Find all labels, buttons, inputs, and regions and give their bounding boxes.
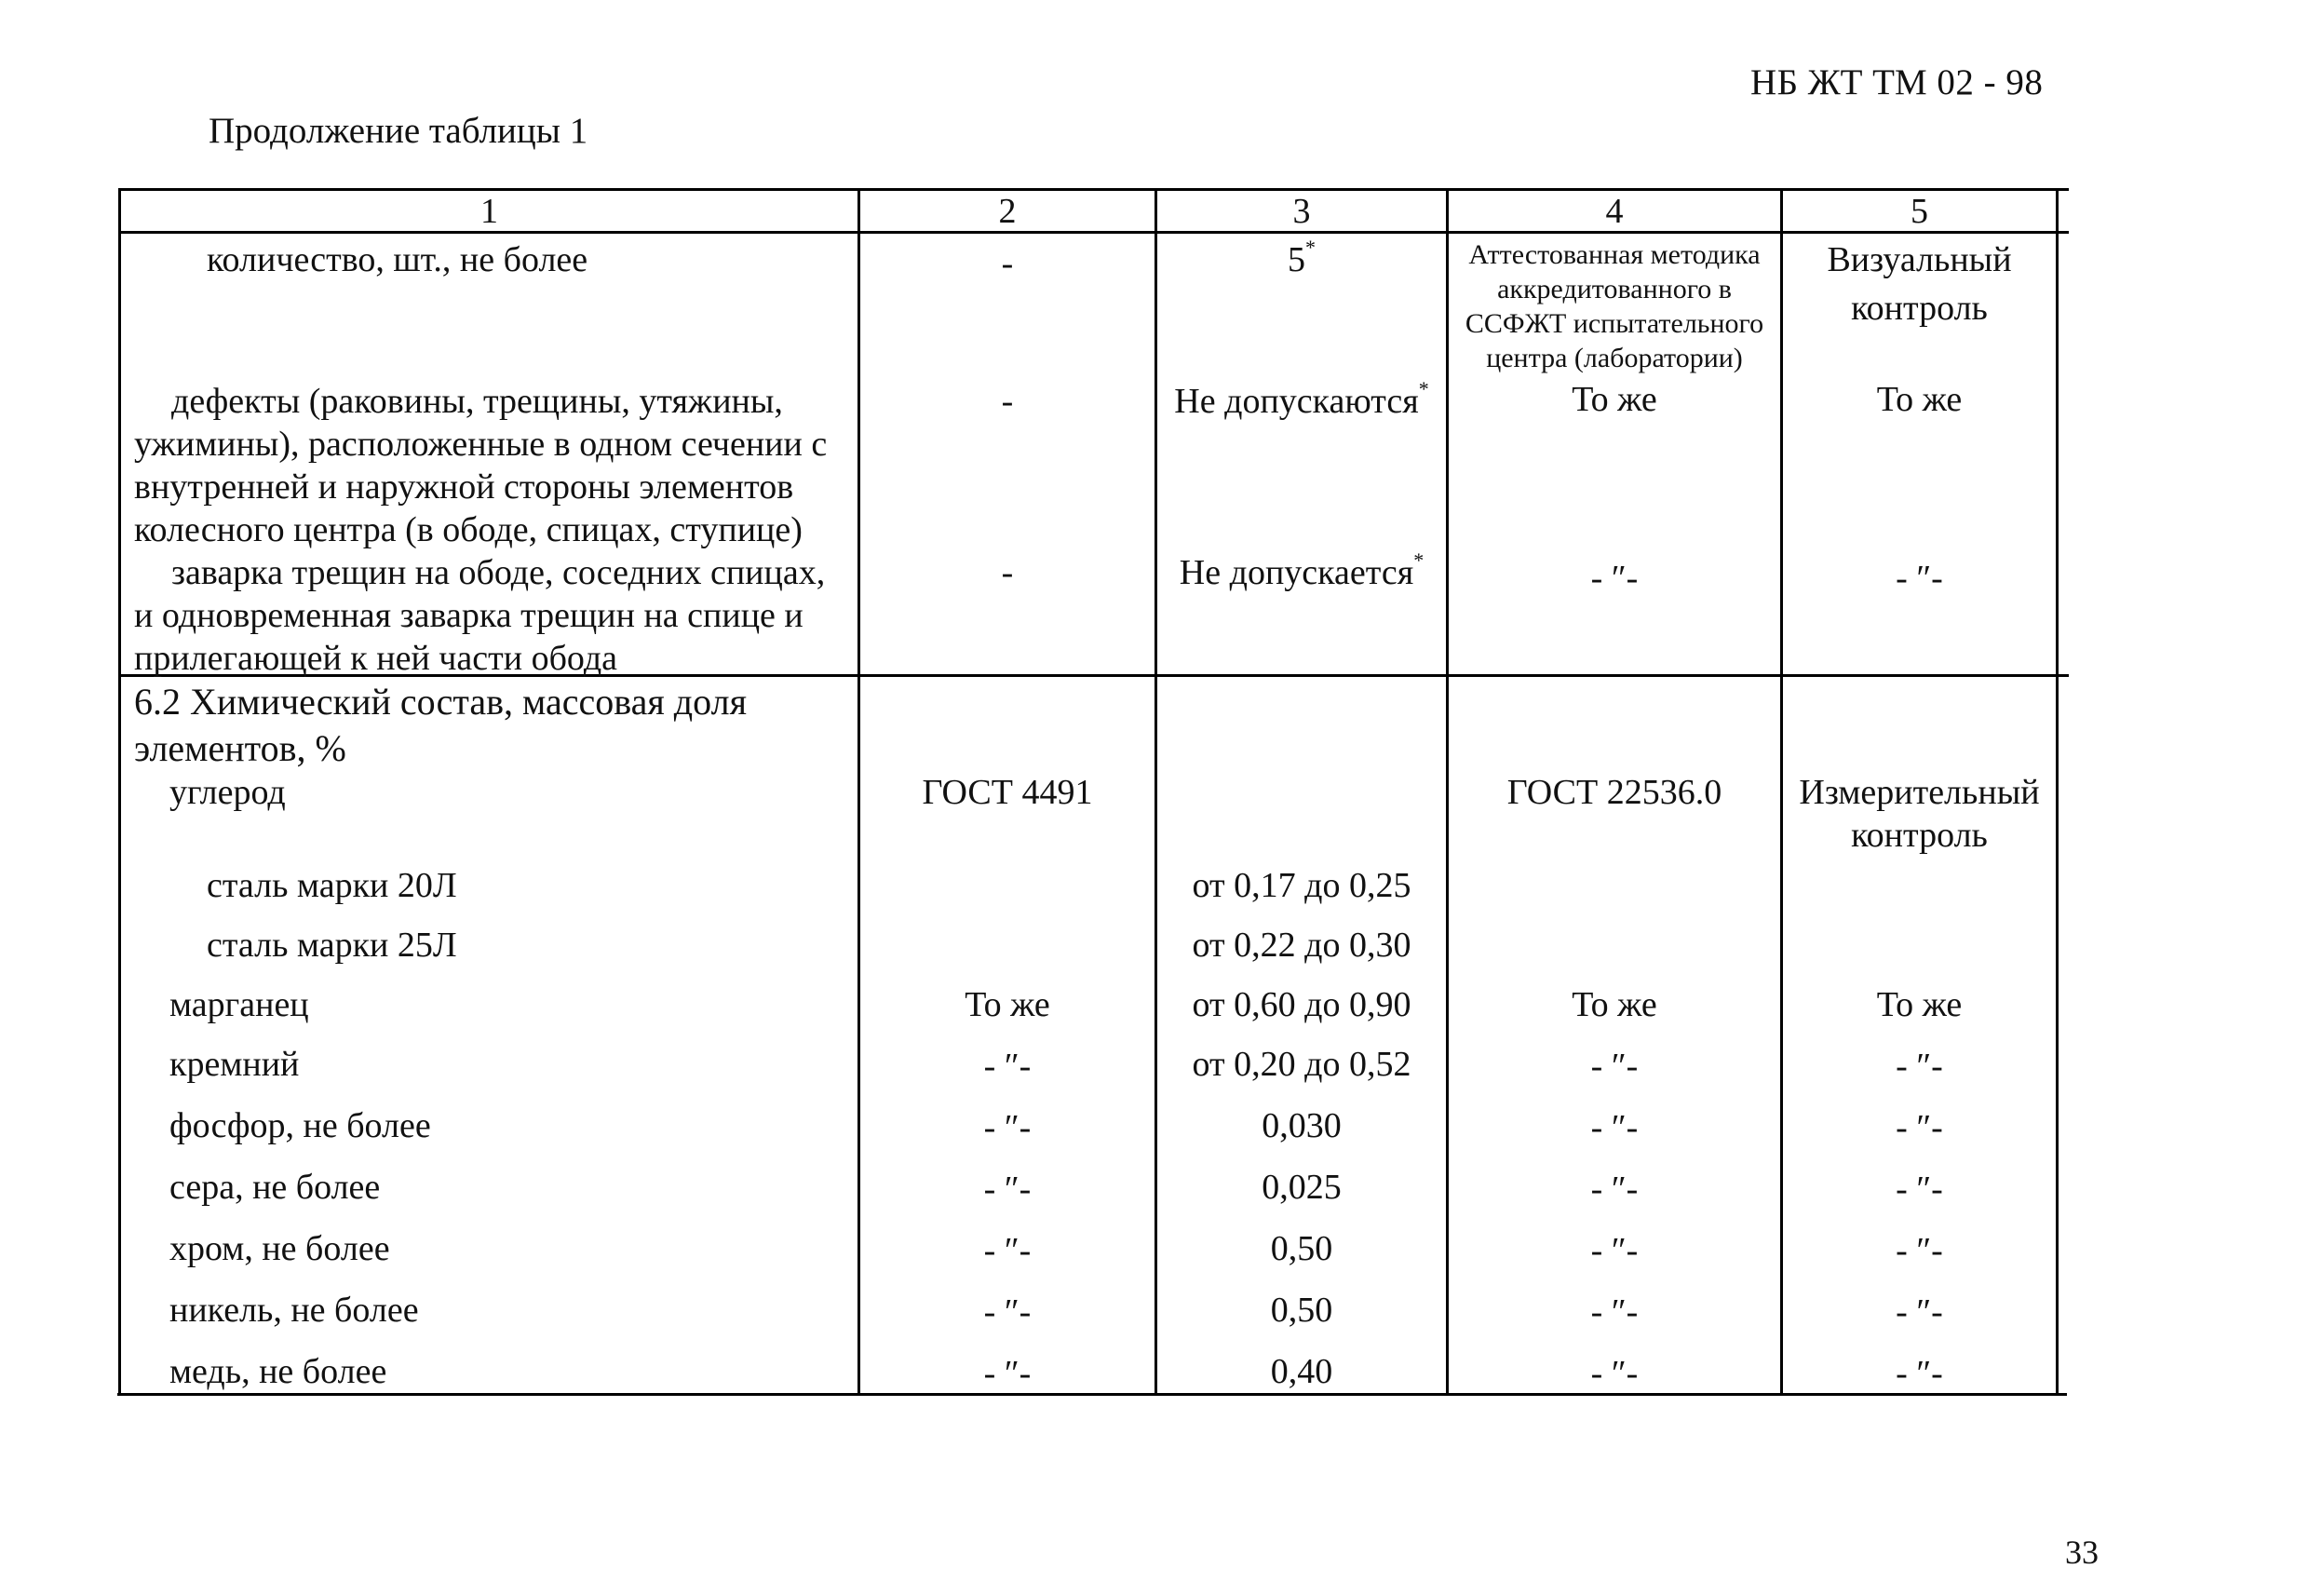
col-border-0 [118, 188, 121, 1396]
welding-line: заварка трещин на ободе, соседних спицах, [171, 553, 826, 592]
row-quantity-col2: - [1001, 244, 1014, 283]
row-carbon-label: углерод [169, 773, 286, 812]
footnote-mark: * [1305, 236, 1316, 260]
method-line: центра (лаборатории) [1486, 343, 1743, 373]
footnote-mark: * [1418, 377, 1429, 401]
row-carbon-col5 [1783, 771, 2056, 857]
row-defects-col5: То же [1876, 380, 1963, 419]
element-standard: - ″- [983, 1354, 1032, 1393]
element-method: - ″- [1590, 1292, 1639, 1332]
element-name: хром, не более [169, 1229, 390, 1268]
element-name: никель, не более [169, 1291, 419, 1330]
control-line: контроль [1851, 816, 1988, 855]
element-name: фосфор, не более [169, 1106, 431, 1145]
element-standard: - ″- [983, 1170, 1032, 1209]
column-header-4: 4 [1605, 192, 1624, 231]
element-standard: То же [965, 985, 1050, 1024]
element-value: 0,030 [1262, 1106, 1342, 1145]
column-header-5: 5 [1911, 192, 1928, 231]
col-border-5 [2056, 188, 2059, 1396]
column-header-2: 2 [998, 192, 1017, 231]
element-name: медь, не более [169, 1352, 387, 1391]
method-line: ССФЖТ испытательного [1465, 308, 1764, 339]
col-border-2 [1154, 188, 1157, 1396]
defects-line: ужимины), расположенные в одном сечении с [134, 425, 828, 464]
element-value: 0,50 [1270, 1291, 1333, 1330]
element-control: То же [1876, 985, 1963, 1024]
element-method: - ″- [1590, 1047, 1639, 1086]
row-steel25-col3: от 0,22 до 0,30 [1192, 926, 1411, 965]
element-value: 0,40 [1270, 1352, 1333, 1391]
element-method: - ″- [1590, 1108, 1639, 1147]
row-steel20-label: сталь марки 20Л [207, 866, 457, 905]
defects-line: дефекты (раковины, трещины, утяжины, [171, 382, 783, 421]
row-welding-col5: - ″- [1896, 559, 1943, 598]
method-line: аккредитованного в [1497, 274, 1732, 304]
section-title-line: 6.2 Химический состав, массовая доля [134, 681, 747, 723]
row-defects-label [134, 380, 827, 551]
section-title-line: элементов, % [134, 727, 346, 769]
row-quantity-method [1449, 237, 1780, 375]
element-name: марганец [169, 985, 309, 1024]
row-welding-col4: - ″- [1590, 559, 1639, 598]
column-header-1: 1 [480, 192, 498, 231]
table-top-border [119, 188, 2069, 191]
row-steel25-label: сталь марки 25Л [207, 926, 457, 965]
element-control: - ″- [1896, 1354, 1943, 1393]
element-method: То же [1572, 985, 1657, 1024]
element-name: кремний [169, 1045, 300, 1084]
control-line: Визуальный [1827, 240, 2012, 279]
row-welding-col3 [1157, 548, 1446, 594]
row-welding-value: Не допускается [1179, 553, 1414, 592]
footnote-mark: * [1413, 548, 1425, 573]
method-line: Аттестованная методика [1468, 239, 1761, 270]
element-standard: - ″- [983, 1108, 1032, 1147]
element-control: - ″- [1896, 1292, 1943, 1332]
element-value: от 0,60 до 0,90 [1192, 985, 1411, 1024]
element-value: от 0,20 до 0,52 [1192, 1045, 1411, 1084]
element-control: - ″- [1896, 1047, 1943, 1086]
column-header-3: 3 [1292, 192, 1311, 231]
row-quantity-label: количество, шт., не более [207, 240, 588, 279]
element-control: - ″- [1896, 1170, 1943, 1209]
element-method: - ″- [1590, 1354, 1639, 1393]
row-defects-value: Не допускаются [1174, 382, 1419, 421]
welding-line: прилегающей к ней части обода [134, 639, 618, 678]
control-line: контроль [1851, 289, 1988, 328]
element-name: сера, не более [169, 1168, 381, 1207]
element-value: 0,50 [1270, 1229, 1333, 1268]
chemical-section-title [134, 679, 747, 772]
defects-line: колесного центра (в ободе, спицах, ступице) [134, 510, 803, 549]
element-control: - ″- [1896, 1231, 1943, 1270]
row-defects-col3 [1157, 377, 1446, 423]
document-code: НБ ЖТ ТМ 02 - 98 [1750, 62, 2044, 102]
control-line: Измерительный [1799, 773, 2040, 812]
row-defects-col2: - [1001, 382, 1014, 421]
table-continuation-title: Продолжение таблицы 1 [209, 111, 588, 151]
row-quantity-col3 [1157, 238, 1446, 281]
defects-line: внутренней и наружной стороны элементов [134, 467, 794, 507]
row-quantity-control [1783, 236, 2056, 332]
row-defects-col4: То же [1572, 380, 1657, 419]
element-value: 0,025 [1262, 1168, 1342, 1207]
element-standard: - ″- [983, 1292, 1032, 1332]
element-control: - ″- [1896, 1108, 1943, 1147]
row-welding-label [134, 551, 825, 680]
element-method: - ″- [1590, 1170, 1639, 1209]
page-number: 33 [2065, 1534, 2099, 1571]
row-quantity-value: 5 [1288, 240, 1305, 279]
element-standard: - ″- [983, 1231, 1032, 1270]
row-carbon-col4: ГОСТ 22536.0 [1506, 773, 1722, 812]
element-method: - ″- [1590, 1231, 1639, 1270]
header-row-divider [119, 231, 2069, 234]
element-standard: - ″- [983, 1047, 1032, 1086]
welding-line: и одновременная заварка трещин на спице и [134, 596, 803, 635]
row-steel20-col3: от 0,17 до 0,25 [1192, 866, 1411, 905]
row-welding-col2: - [1001, 553, 1014, 592]
row-carbon-col2: ГОСТ 4491 [922, 773, 1093, 812]
